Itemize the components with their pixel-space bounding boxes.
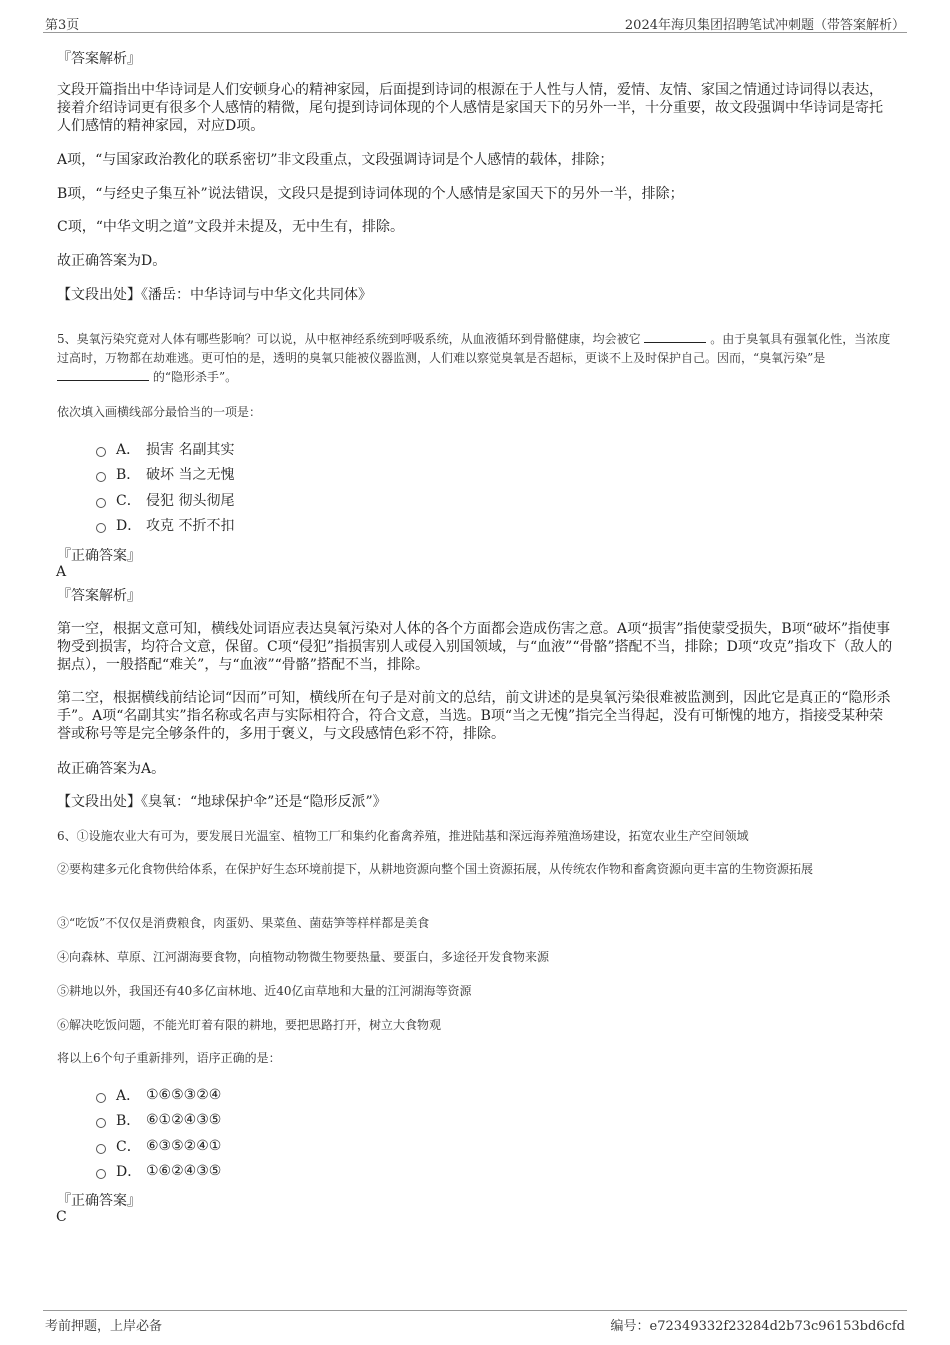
q4-analysis-p3: B项，“与经史子集互补”说法错误，文段只是提到诗词体现的个人感情是家国天下的另外一半，排除； — [57, 186, 684, 202]
q6-sentence-3: ③“吃饭”不仅仅是消费粮食，肉蛋奶、果菜鱼、菌菇笋等样样都是美食 — [57, 916, 430, 930]
q5-stem-part-a: 5、臭氧污染究竟对人体有哪些影响？可以说，从中枢神经系统到呼吸系统，从血液循环到骨骼健康，均会被它 — [57, 332, 641, 346]
q6-sentence-5: ⑤耕地以外，我国还有40多亿亩林地、近40亿亩草地和大量的江河湖海等资源 — [57, 984, 472, 998]
q5-answer-label: 『正确答案』 — [57, 548, 141, 564]
radio-icon[interactable] — [96, 447, 106, 457]
q5-answer: A — [56, 564, 67, 580]
q6-option-d[interactable]: D． ①⑥②④③⑤ — [96, 1159, 221, 1185]
q5-option-d[interactable]: D． 攻克 不折不扣 — [96, 513, 234, 539]
q5-option-b[interactable]: B． 破坏 当之无愧 — [96, 462, 234, 488]
q5-stem — [57, 330, 893, 387]
q5-analysis-p1: 第一空，根据文意可知，横线处词语应表达臭氧污染对人体的各个方面都会造成伤害之意。A项“损害”指使蒙受损失，B项“破坏”指使事物受到损害，均符合文意，保留。C项“侵犯”指损害别人或侵入别国领域，与“血液”“骨骼”搭配不当，排除；D项“攻克”指攻下（敌人的据点），一般搭配“难关”，与“血液”“骨骼”搭配不当，排除。 — [57, 621, 893, 673]
footer-slogan: 考前押题，上岸必备 — [45, 1319, 163, 1334]
radio-icon[interactable] — [96, 1169, 106, 1179]
q6-option-b[interactable]: B． ⑥①②④③⑤ — [96, 1108, 221, 1134]
q5-source: 【文段出处】《臭氧：“地球保护伞”还是“隐形反派”》 — [57, 794, 387, 810]
q5-analysis-p2: 第二空，根据横线前结论词“因而”可知，横线所在句子是对前文的总结，前文讲述的是臭氧污染很难被监测到，因此它是真正的“隐形杀手”。A项“名副其实”指名称或名声与实际相符合，符合文意，当选。B项“当之无愧”指完全当得起，没有可惭愧的地方，指接受某种荣誉或称号等是完全够条件的，多用于褒义，与文段感情色彩不符，排除。 — [57, 690, 891, 742]
q6-options — [96, 1082, 221, 1184]
q6-option-a[interactable]: A． ①⑥⑤③②④ — [96, 1082, 221, 1108]
q5-options — [96, 436, 234, 538]
q5-blank-2 — [57, 368, 149, 381]
q5-instruction: 依次填入画横线部分最恰当的一项是： — [57, 405, 262, 419]
q4-analysis-p1: 文段开篇指出中华诗词是人们安顿身心的精神家园，后面提到诗词的根源在于人性与人情，爱情、友情、家国之情通过诗词得以表达，接着介绍诗词更有很多个人感情的精微，尾句提到诗词体现的个人感情是家国天下的另外一半，十分重要，故文段强调中华诗词是寄托人们感情的精神家园，对应D项。 — [57, 82, 883, 134]
q5-option-a[interactable]: A． 损害 名副其实 — [96, 436, 234, 462]
q5-stem-part-c: 的“隐形杀手”。 — [152, 370, 238, 384]
radio-icon[interactable] — [96, 1093, 106, 1103]
q6-answer: C — [56, 1209, 67, 1225]
q4-analysis-p4: C项，“中华文明之道”文段并未提及，无中生有，排除。 — [57, 219, 405, 235]
q4-answer-statement: 故正确答案为D。 — [57, 253, 167, 269]
radio-icon[interactable] — [96, 523, 106, 533]
q4-source: 【文段出处】《潘岳：中华诗词与中华文化共同体》 — [57, 287, 372, 303]
document-title: 2024年海贝集团招聘笔试冲刺题（带答案解析） — [624, 18, 905, 33]
radio-icon[interactable] — [96, 472, 106, 482]
page-footer — [43, 1310, 907, 1333]
q6-answer-label: 『正确答案』 — [57, 1193, 141, 1209]
radio-icon[interactable] — [96, 1144, 106, 1154]
q5-analysis-label: 『答案解析』 — [57, 588, 141, 604]
q6-sentence-1: 6、①设施农业大有可为，要发展日光温室、植物工厂和集约化畜禽养殖，推进陆基和深远海养殖渔场建设，拓宽农业生产空间领域 — [57, 829, 749, 843]
q4-analysis-label: 『答案解析』 — [57, 51, 141, 67]
page-header — [43, 12, 907, 33]
q6-sentence-2: ②要构建多元化食物供给体系，在保护好生态环境前提下，从耕地资源向整个国土资源拓展，从传统农作物和畜禽资源向更丰富的生物资源拓展 — [57, 862, 814, 876]
radio-icon[interactable] — [96, 1118, 106, 1128]
q4-analysis-p2: A项，“与国家政治教化的联系密切”非文段重点，文段强调诗词是个人感情的载体，排除； — [57, 152, 614, 168]
page-number: 第3页 — [45, 18, 80, 33]
q6-option-c[interactable]: C． ⑥③⑤②④① — [96, 1133, 221, 1159]
radio-icon[interactable] — [96, 498, 106, 508]
q5-answer-statement: 故正确答案为A。 — [57, 761, 166, 777]
q5-option-c[interactable]: C． 侵犯 彻头彻尾 — [96, 487, 234, 513]
q5-blank-1 — [644, 330, 706, 343]
q5-stem-part-b: 。由于臭氧具有强氧化性，当浓度过高时，万物都在劫难逃。更可怕的是，透明的臭氧只能被仪器监测，人们难以察觉臭氧是否超标，更谈不上及时保护自己。因而，“臭氧污染”是 — [57, 332, 891, 365]
q6-sentence-4: ④向森林、草原、江河湖海要食物，向植物动物微生物要热量、要蛋白，多途径开发食物来源 — [57, 950, 550, 964]
q6-sentence-6: ⑥解决吃饭问题，不能光盯着有限的耕地，要把思路打开，树立大食物观 — [57, 1018, 442, 1032]
document-id: 编号：e72349332f23284d2b73c96153bd6cfd — [610, 1319, 905, 1334]
q6-instruction: 将以上6个句子重新排列，语序正确的是： — [57, 1051, 281, 1065]
